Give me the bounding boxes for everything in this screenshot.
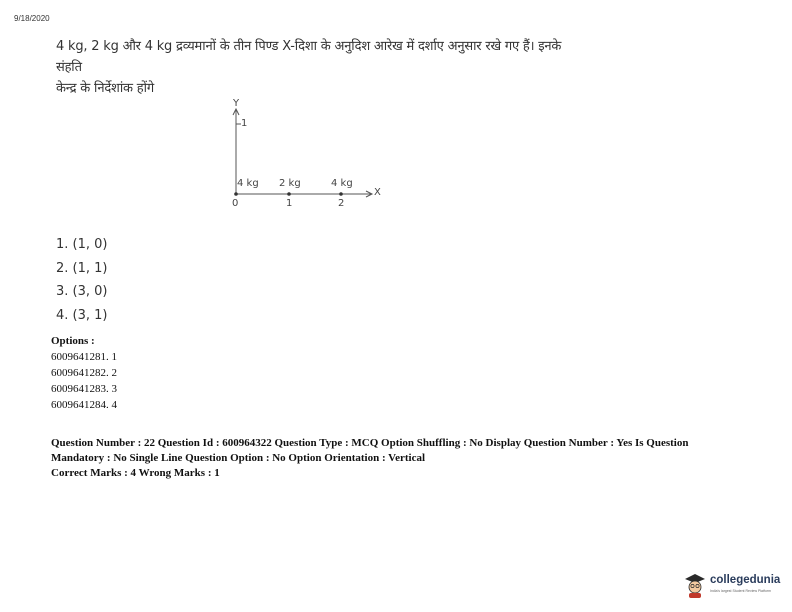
mass-label-2: 4 kg [331, 178, 353, 189]
metadata-line-1: Question Number : 22 Question Id : 600964322 Question Type : MCQ Option Shuffling : No Display Question Number : Yes Is Question [51, 437, 689, 449]
x-tick-label-2: 2 [338, 198, 345, 209]
choice-3: 3. (3, 0) [56, 284, 108, 299]
question-text [56, 36, 576, 99]
option-ids [51, 333, 117, 413]
option-id-3: 6009641283. 3 [51, 383, 117, 395]
logo-name: collegedunia [710, 574, 781, 586]
mass-point-2 [339, 192, 343, 196]
axis-diagram-svg [215, 98, 390, 216]
logo-tagline: India's largest Student Review Platform [710, 589, 771, 593]
options-heading: Options : [51, 335, 95, 347]
collegedunia-logo [684, 568, 784, 604]
graduate-mascot-icon [684, 572, 706, 598]
x-tick-label-0: 0 [232, 198, 239, 209]
answer-choices [56, 233, 108, 327]
question-metadata [51, 436, 761, 481]
metadata-line-3: Correct Marks : 4 Wrong Marks : 1 [51, 467, 220, 479]
choice-1: 1. (1, 0) [56, 237, 108, 252]
mass-point-1 [287, 192, 291, 196]
option-id-1: 6009641281. 1 [51, 351, 117, 363]
choice-4: 4. (3, 1) [56, 307, 108, 323]
mass-label-0: 4 kg [237, 178, 259, 189]
x-axis-label: X [374, 187, 381, 198]
x-tick-label-1: 1 [286, 198, 293, 209]
y-axis-label: Y [233, 98, 240, 109]
metadata-line-2: Mandatory : No Single Line Question Option : No Option Orientation : Vertical [51, 452, 426, 464]
print-date: 9/18/2020 [14, 14, 50, 23]
option-id-4: 6009641284. 4 [51, 399, 117, 411]
mass-point-0 [234, 192, 238, 196]
axis-diagram [215, 98, 390, 216]
mass-label-1: 2 kg [279, 178, 301, 189]
choice-2: 2. (1, 1) [56, 260, 108, 276]
option-id-2: 6009641282. 2 [51, 367, 117, 379]
question-line-1: 4 kg, 2 kg और 4 kg द्रव्यमानों के तीन पिण्ड X-दिशा के अनुदिश आरेख में दर्शाए अनुसार रखे गए हैं। इनके संहति [56, 39, 562, 75]
question-line-2: केन्द्र के निर्देशांक होंगे [56, 81, 154, 96]
y-tick-label: 1 [241, 118, 248, 129]
